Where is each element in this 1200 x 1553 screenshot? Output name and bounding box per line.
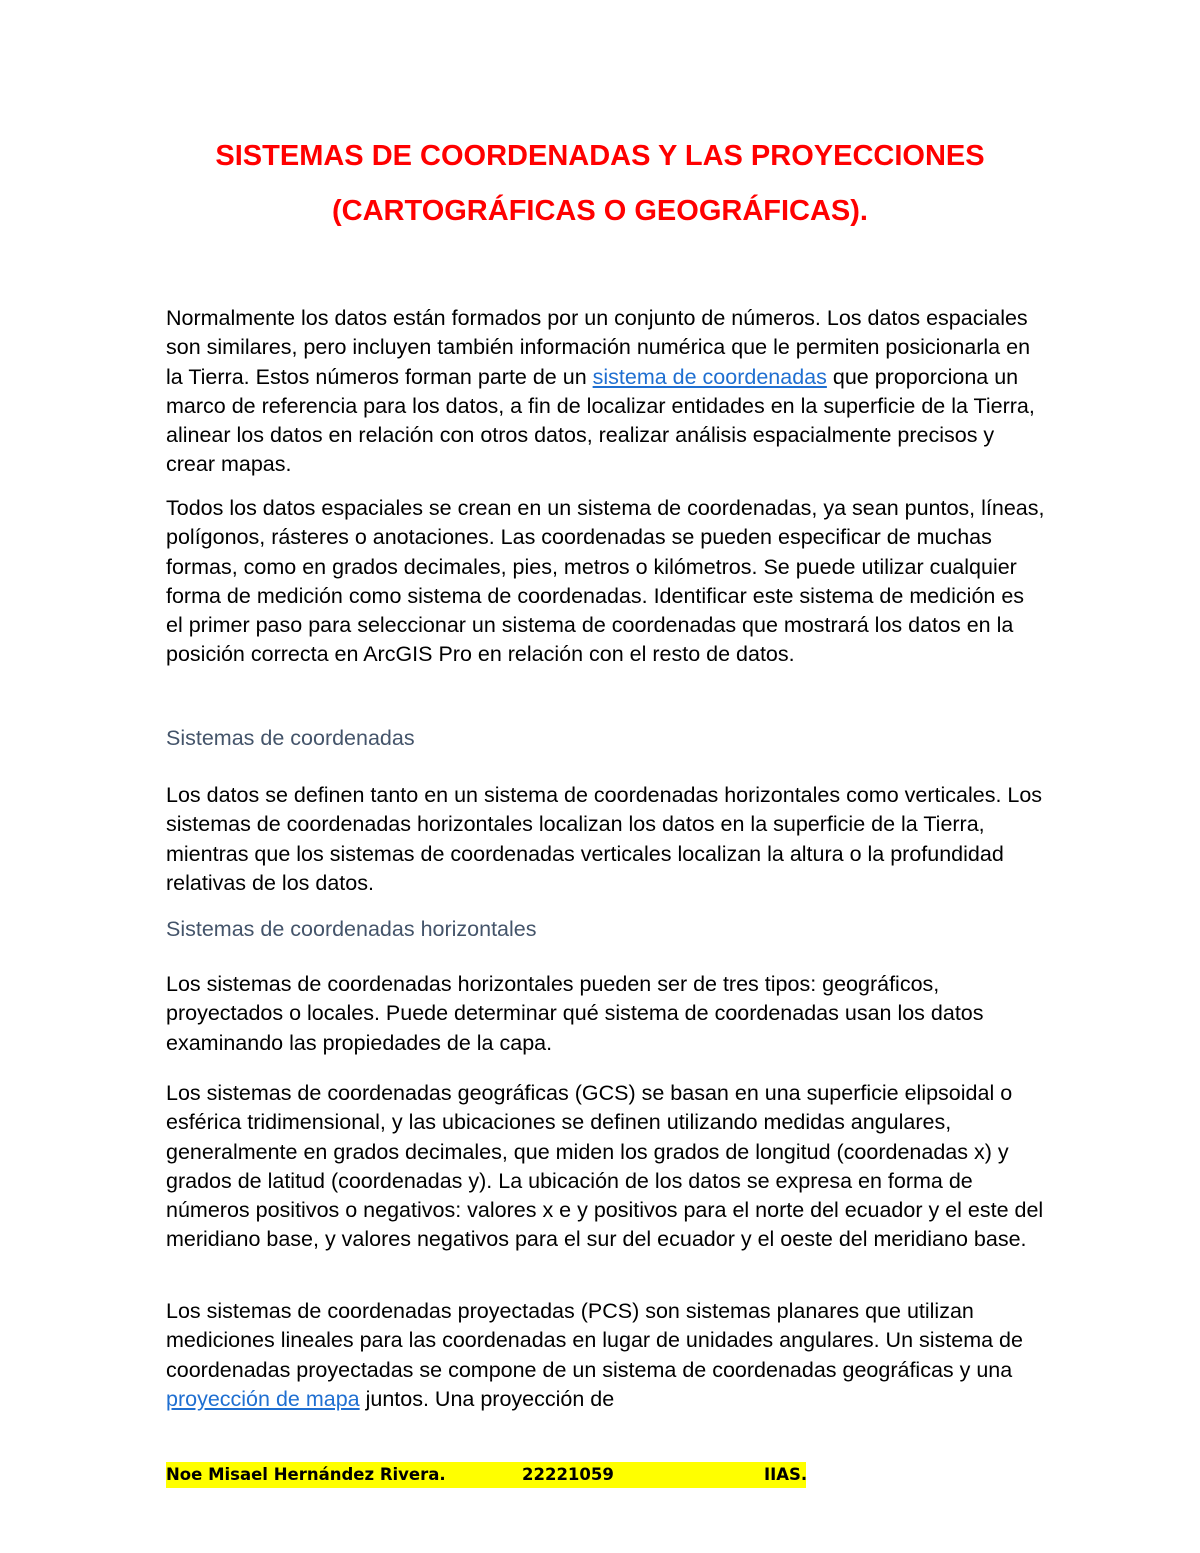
paragraph-3 [166, 781, 1046, 898]
footer-highlight [166, 1462, 806, 1488]
footer-group: IIAS. [764, 1465, 808, 1484]
paragraph-6-text-b: juntos. Una proyección de [359, 1386, 615, 1411]
paragraph-1 [166, 304, 1046, 480]
footer-author-name: Noe Misael Hernández Rivera. [166, 1465, 446, 1484]
paragraph-6 [166, 1297, 1046, 1414]
paragraph-6-text-a: Los sistemas de coordenadas proyectadas (PCS) son sistemas planares que utilizan mediciones lineales para las coordenadas en lugar de unidades angulares. Un sistema de coordenadas proyectadas se compone de un sistema de coordenadas geográficas y una [166, 1299, 1023, 1382]
paragraph-5 [166, 1079, 1046, 1255]
title-line-2: (CARTOGRÁFICAS O GEOGRÁFICAS). [332, 195, 868, 227]
title-line-1: SISTEMAS DE COORDENADAS Y LAS PROYECCIONES [215, 140, 985, 172]
paragraph-3-text: Los datos se definen tanto en un sistema de coordenadas horizontales como verticales. Los sistemas de coordenadas horizontales localizan los datos en la superficie de la Tierra, mientras que los sistemas de coordenadas verticales localizan la altura o la profundidad relativas de los datos. [166, 783, 1043, 895]
paragraph-1-text-a: Normalmente los datos están formados por un conjunto de números. Los datos espaciales son similares, pero incluyen también información numérica que le permiten posicionarla en la Tierra. Estos números forman parte de un [166, 306, 1031, 389]
paragraph-5-text: Los sistemas de coordenadas geográficas (GCS) se basan en una superficie elipsoidal o esférica tridimensional, y las ubicaciones se definen utilizando medidas angulares, generalmente en grados decimales, que miden los grados de longitud (coordenadas x) y grados de latitud (coordenadas y). La ubicación de los datos se expresa en forma de números positivos o negativos: valores x e y positivos para el norte del ecuador y el este del meridiano base, y valores negativos para el sur del ecuador y el oeste del meridiano base. [166, 1081, 1044, 1252]
heading-sistemas-de-coordenadas: Sistemas de coordenadas [166, 726, 415, 750]
paragraph-4-text: Los sistemas de coordenadas horizontales pueden ser de tres tipos: geográficos, proyectados o locales. Puede determinar qué sistema de coordenadas usan los datos examinando las propiedades de la capa. [166, 972, 984, 1055]
sistema-de-coordenadas-link[interactable]: sistema de coordenadas [592, 364, 827, 389]
paragraph-2 [166, 494, 1046, 670]
paragraph-2-text: Todos los datos espaciales se crean en un sistema de coordenadas, ya sean puntos, líneas, polígonos, rásteres o anotaciones. Las coordenadas se pueden especificar de muchas formas, como en grados decimales, pies, metros o kilómetros. Se puede utilizar cualquier forma de medición como sistema de coordenadas. Identificar este sistema de medición es el primer paso para seleccionar un sistema de coordenadas que mostrará los datos en la posición correcta en ArcGIS Pro en relación con el resto de datos. [166, 496, 1045, 667]
paragraph-4 [166, 970, 1046, 1058]
paragraph-1-text-b: que proporciona un marco de referencia para los datos, a fin de localizar entidades en la superficie de la Tierra, alinear los datos en relación con otros datos, realizar análisis espacialmente precisos y crear mapas. [166, 364, 1035, 477]
heading-sistemas-horizontales: Sistemas de coordenadas horizontales [166, 917, 537, 941]
footer-student-id: 22221059 [522, 1465, 614, 1484]
proyeccion-de-mapa-link[interactable]: proyección de mapa [166, 1386, 360, 1411]
